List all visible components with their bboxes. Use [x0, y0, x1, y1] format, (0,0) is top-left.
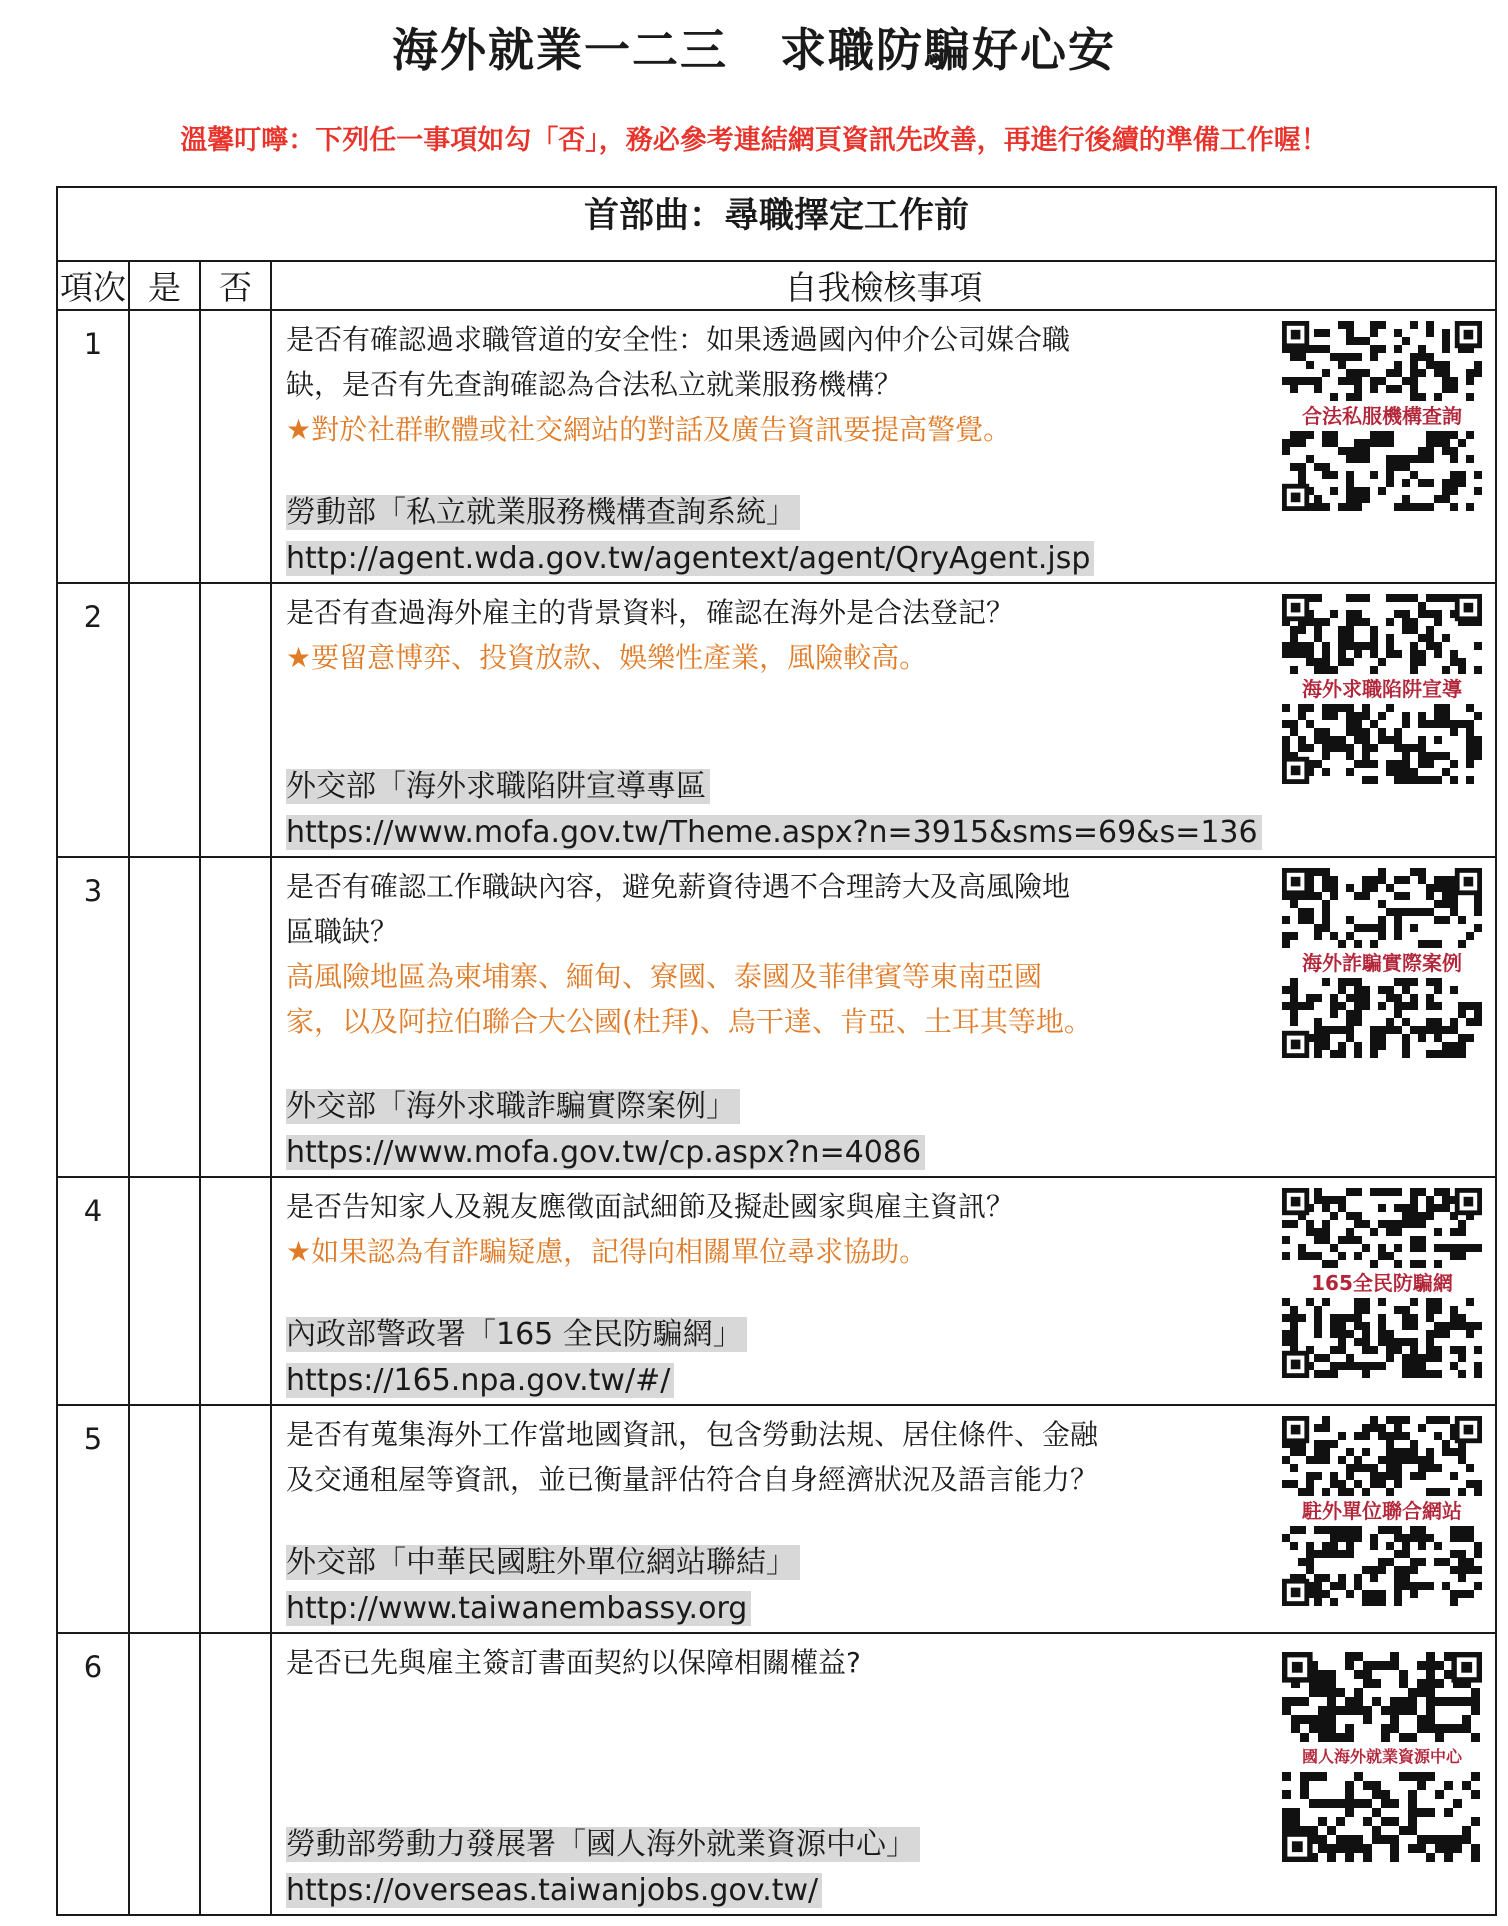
no-checkbox-cell[interactable]	[200, 857, 271, 1177]
question-line: 缺，是否有先查詢確認為合法私立就業服務機構？	[286, 368, 903, 401]
no-checkbox-cell[interactable]	[200, 583, 271, 857]
source-label: 外交部「中華民國駐外單位網站聯結」	[286, 1545, 800, 1580]
item-number: 1	[57, 310, 129, 583]
check-item-cell	[271, 1405, 1496, 1633]
column-header-row	[57, 261, 1496, 310]
question-line: 是否有蒐集海外工作當地國資訊，包含勞動法規、居住條件、金融	[286, 1418, 1099, 1451]
section-title: 首部曲：尋職擇定工作前	[57, 187, 1496, 261]
question-line: 區職缺？	[286, 915, 399, 948]
table-row	[57, 310, 1496, 583]
source-label: 外交部「海外求職陷阱宣導專區	[286, 769, 710, 804]
qr-caption: 海外詐騙實際案例	[1302, 951, 1463, 975]
source-link[interactable]: https://www.mofa.gov.tw/cp.aspx?n=4086	[286, 1135, 925, 1170]
qr-block[interactable]	[1277, 1188, 1487, 1378]
item-number: 3	[57, 857, 129, 1177]
question-line: 及交通租屋等資訊，並已衡量評估符合自身經濟狀況及語言能力？	[286, 1463, 1099, 1496]
tip-line: 高風險地區為柬埔寨、緬甸、寮國、泰國及菲律賓等東南亞國	[286, 960, 1043, 993]
source-label: 內政部警政署「165 全民防騙網」	[286, 1317, 747, 1352]
title-part-1: 海外就業一二三	[392, 23, 728, 77]
no-checkbox-cell[interactable]	[200, 1405, 271, 1633]
title-part-2: 求職防騙好心安	[780, 23, 1116, 77]
tip-line: ★要留意博弈、投資放款、娛樂性產業，風險較高。	[286, 641, 928, 674]
qr-code-icon	[1282, 1526, 1482, 1606]
col-yes-header: 是	[129, 261, 200, 310]
check-item-cell	[271, 1633, 1496, 1915]
qr-block[interactable]	[1277, 1416, 1487, 1606]
source-link[interactable]: https://overseas.taiwanjobs.gov.tw/	[286, 1873, 822, 1908]
qr-code-icon	[1282, 594, 1482, 674]
item-number: 5	[57, 1405, 129, 1633]
qr-code-icon	[1282, 978, 1482, 1058]
qr-code-icon	[1282, 1416, 1482, 1496]
item-number: 4	[57, 1177, 129, 1405]
qr-code-icon	[1282, 1298, 1482, 1378]
source-link[interactable]: https://www.mofa.gov.tw/Theme.aspx?n=3915&sms=69&s=136	[286, 815, 1262, 850]
question-line: 是否有確認過求職管道的安全性：如果透過國內仲介公司媒合職	[286, 323, 1071, 356]
qr-caption: 165全民防騙網	[1311, 1271, 1453, 1295]
qr-code-icon	[1282, 704, 1482, 784]
qr-caption: 駐外單位聯合網站	[1302, 1499, 1463, 1523]
yes-checkbox-cell[interactable]	[129, 1177, 200, 1405]
qr-code-icon	[1282, 431, 1482, 511]
source-link[interactable]: http://agent.wda.gov.tw/agentext/agent/QryAgent.jsp	[286, 541, 1094, 576]
table-row	[57, 1405, 1496, 1633]
qr-block[interactable]	[1277, 594, 1487, 784]
yes-checkbox-cell[interactable]	[129, 583, 200, 857]
question-line: 是否告知家人及親友應徵面試細節及擬赴國家與雇主資訊？	[286, 1190, 1015, 1223]
no-checkbox-cell[interactable]	[200, 1177, 271, 1405]
source-label: 勞動部「私立就業服務機構查詢系統」	[286, 495, 800, 530]
qr-caption: 海外求職陷阱宣導	[1302, 677, 1463, 701]
qr-code-icon	[1282, 1652, 1482, 1742]
col-check-header: 自我檢核事項	[271, 261, 1496, 310]
table-row	[57, 1633, 1496, 1915]
checklist-table	[56, 186, 1497, 1916]
tip-line: ★如果認為有詐騙疑慮，記得向相關單位尋求協助。	[286, 1235, 928, 1268]
col-no-header: 否	[200, 261, 271, 310]
qr-block[interactable]	[1277, 1652, 1487, 1862]
qr-code-icon	[1282, 1188, 1482, 1268]
source-label: 勞動部勞動力發展署「國人海外就業資源中心」	[286, 1827, 920, 1862]
yes-checkbox-cell[interactable]	[129, 310, 200, 583]
question-line: 是否有確認工作職缺內容，避免薪資待遇不合理誇大及高風險地	[286, 870, 1071, 903]
qr-code-icon	[1282, 868, 1482, 948]
source-label: 外交部「海外求職詐騙實際案例」	[286, 1089, 740, 1124]
page-title	[0, 14, 1508, 80]
question-line: 是否已先與雇主簽訂書面契約以保障相關權益?	[286, 1646, 861, 1679]
section-header-row	[57, 187, 1496, 261]
qr-code-icon	[1282, 321, 1482, 401]
table-row	[57, 1177, 1496, 1405]
notice-text: 溫馨叮嚀：下列任一事項如勾「否」，務必參考連結網頁資訊先改善，再進行後續的準備工作喔！	[180, 125, 1328, 156]
item-number: 6	[57, 1633, 129, 1915]
table-row	[57, 583, 1496, 857]
yes-checkbox-cell[interactable]	[129, 1633, 200, 1915]
qr-caption: 合法私服機構查詢	[1302, 404, 1463, 428]
tip-line: ★對於社群軟體或社交網站的對話及廣告資訊要提高警覺。	[286, 413, 1012, 446]
qr-block[interactable]	[1277, 321, 1487, 511]
item-number: 2	[57, 583, 129, 857]
tip-line: 家，以及阿拉伯聯合大公國(杜拜)、烏干達、肯亞、土耳其等地。	[286, 1005, 1092, 1038]
no-checkbox-cell[interactable]	[200, 310, 271, 583]
check-item-cell	[271, 1177, 1496, 1405]
col-item-header: 項次	[57, 261, 129, 310]
table-row	[57, 857, 1496, 1177]
check-item-cell	[271, 583, 1496, 857]
qr-caption: 國人海外就業資源中心	[1302, 1747, 1463, 1766]
question-line: 是否有查過海外雇主的背景資料，確認在海外是合法登記？	[286, 596, 1015, 629]
source-link[interactable]: http://www.taiwanembassy.org	[286, 1591, 751, 1626]
qr-block[interactable]	[1277, 868, 1487, 1058]
check-item-cell	[271, 857, 1496, 1177]
no-checkbox-cell[interactable]	[200, 1633, 271, 1915]
source-link[interactable]: https://165.npa.gov.tw/#/	[286, 1363, 674, 1398]
qr-code-icon	[1282, 1772, 1482, 1862]
yes-checkbox-cell[interactable]	[129, 857, 200, 1177]
check-item-cell	[271, 310, 1496, 583]
yes-checkbox-cell[interactable]	[129, 1405, 200, 1633]
